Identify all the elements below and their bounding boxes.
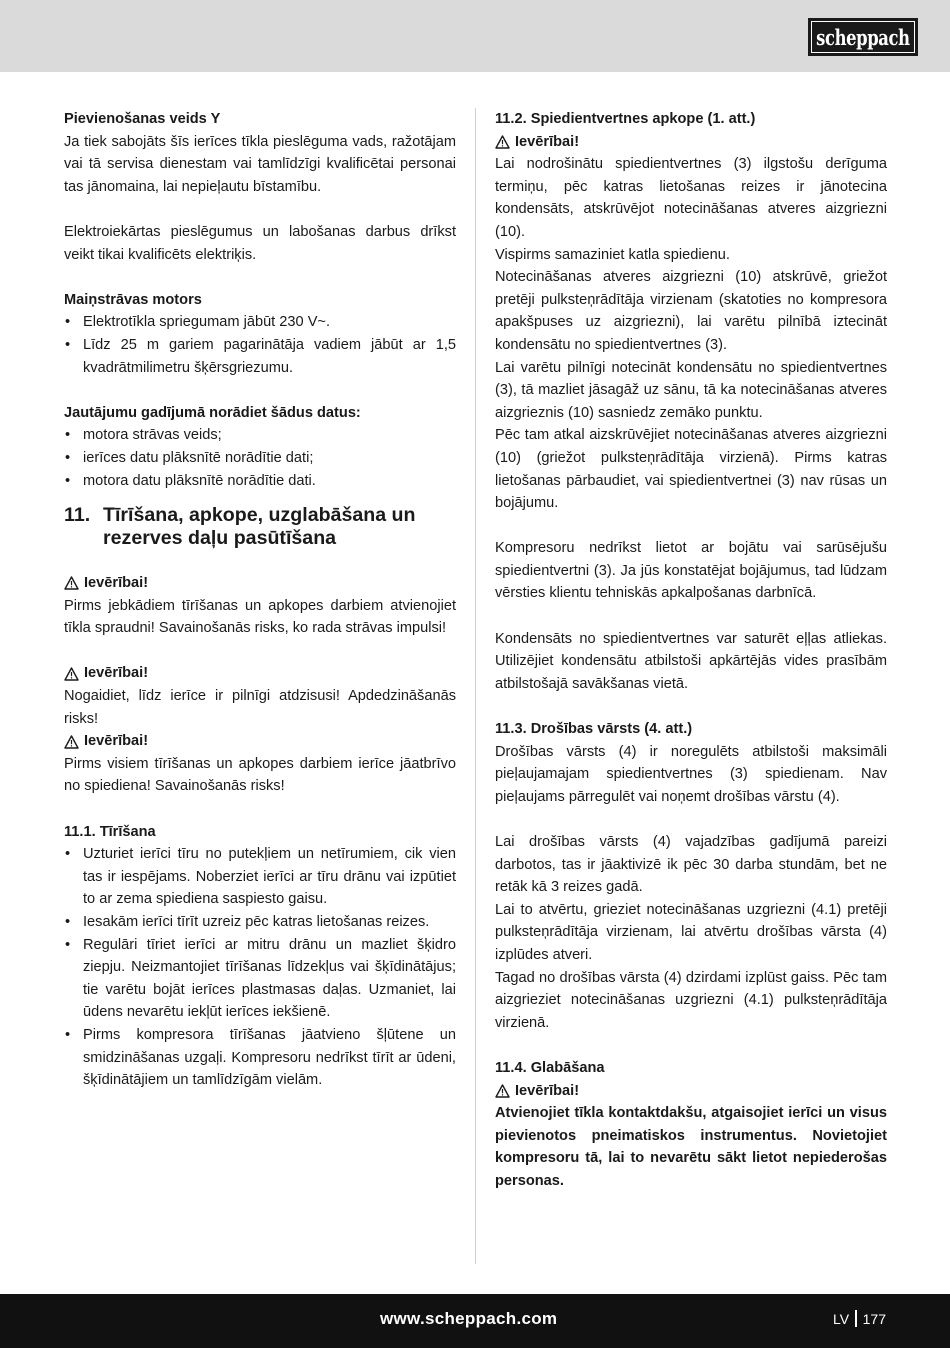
questions-list <box>64 424 456 492</box>
warning-3 <box>64 730 456 753</box>
cleaning-list <box>64 843 456 1092</box>
page-indicator <box>833 1310 886 1327</box>
valve-text-4: Tagad no drošības vārsta (4) dzirdami izplūst gaiss. Pēc tam aizgrieziet notecināšanas uzgriezni (4.1) pulksteņrādītāja virzienā. <box>495 969 887 1031</box>
valve-text-3: Lai to atvērtu, grieziet notecināšanas uzgriezni (4.1) pretēji pulksteņrādītāja virzienam, lai atvērtu drošības vārsta (4) izplūdes atveri. <box>495 901 887 963</box>
section-number: 11. <box>64 504 91 527</box>
list-item: • motora strāvas veids; <box>64 424 456 447</box>
warning-triangle-icon <box>64 667 79 681</box>
scheppach-logo <box>808 18 918 56</box>
tank-heading: 11.2. Spiedientvertnes apkope (1. att.) <box>495 111 756 127</box>
warning-label: Ievērībai! <box>515 1082 580 1099</box>
warning-label: Ievērībai! <box>84 665 149 682</box>
warning-label: Ievērībai! <box>84 733 149 750</box>
tank-text-2: Vispirms samaziniet katla spiedienu. <box>495 246 730 263</box>
list-item: • Uzturiet ierīci tīru no putekļiem un netīrumiem, cik vien tas ir iespējams. Noberziet ierīci ar tīru drānu vai izpūtiet to ar zema spiediena saspiesto gaisu. <box>64 843 456 911</box>
questions-heading: Jautājumu gadījumā norādiet šādus datus: <box>64 404 361 421</box>
website-link[interactable]: www.scheppach.com <box>380 1309 558 1328</box>
page-number: 177 <box>862 1310 886 1327</box>
warning-label: Ievērībai! <box>84 575 149 592</box>
ac-motor-heading: Maiņstrāvas motors <box>64 291 202 308</box>
connection-heading: Pievienošanas veids Y <box>64 111 221 127</box>
list-item: • Pirms kompresora tīrīšanas jāatvieno šļūtene un smidzināšanas uzgaļi. Kompresoru nedrīkst tīrīt ar ūdeni, šķīdinātājiem un tamlīdzīgām vielām. <box>64 1024 456 1092</box>
list-item: • Iesakām ierīci tīrīt uzreiz pēc katras lietošanas reizes. <box>64 911 456 934</box>
list-item: • Līdz 25 m gariem pagarinātāja vadiem jābūt ar 1,5 kvadrātmilimetru šķērsgriezumu. <box>64 334 456 379</box>
cleaning-heading: 11.1. Tīrīšana <box>64 823 156 840</box>
list-item: • Regulāri tīriet ierīci ar mitru drānu un mazliet šķidro ziepju. Neizmantojiet tīrīšanas līdzekļus vai šķīdinātājus; tie varētu bojāt ierīces plastmasas daļas. Uzmaniet, lai ūdens nevarētu iekļūt ierīces iekšienē. <box>64 934 456 1024</box>
warning-triangle-icon <box>64 735 79 749</box>
page-footer <box>0 1294 950 1348</box>
tank-warning <box>495 131 887 154</box>
language-code: LV <box>833 1310 850 1327</box>
page-separator <box>855 1310 857 1327</box>
valve-heading: 11.3. Drošības vārsts (4. att.) <box>495 721 693 738</box>
valve-text-1: Drošības vārsts (4) ir noregulēts atbilstoši maksimāli pieļaujamajam spiedientvertnes (3) spiedienam. Nav pieļaujams pārregulēt vai noņemt drošības vārstu (4). <box>495 743 887 805</box>
list-item: • ierīces datu plāksnītē norādītie dati; <box>64 447 456 470</box>
warning-label: Ievērībai! <box>515 133 580 150</box>
tank-text-6: Kompresoru nedrīkst lietot ar bojātu vai sarūsējušu spiedientvertni (3). Ja jūs konstatējat bojājumus, tad lūdzam vērsties klientu tehniskās apkalpošanas darbnīcā. <box>495 540 887 602</box>
warning-triangle-icon <box>495 1084 510 1098</box>
warning-3-text: Pirms visiem tīrīšanas un apkopes darbiem ierīce jāatbrīvo no spiediena! Savainošanās risks! <box>64 755 456 795</box>
connection-text: Ja tiek sabojāts šīs ierīces tīkla pieslēguma vads, ražotājam vai tā servisa dienestam vai tamlīdzīgi kvalificētai personai tas jānomaina, lai nepieļautu bīstamību. <box>64 133 456 195</box>
tank-text-7: Kondensāts no spiedientvertnes var saturēt eļļas atliekas. Utilizējiet kondensātu atbilstoši apkārtējās vides prasībām atbilstošajā savākšanas vietā. <box>495 630 887 692</box>
ac-motor-list <box>64 311 456 379</box>
left-column <box>64 108 456 1092</box>
tank-text-3: Notecināšanas atveres aizgriezni (10) atskrūvē, griežot pretēji pulksteņrādītāja virzienam (skatoties no kompresora apakšpuses uz aizgriezni), lai varētu pilnībā iztecināt kondensātu no spiedientvertnes (3). <box>495 269 887 353</box>
warning-2 <box>64 662 456 685</box>
column-divider <box>475 108 476 1264</box>
electrical-text: Elektroiekārtas pieslēgumus un labošanas darbus drīkst veikt tikai kvalificēts elektriķis. <box>64 223 456 263</box>
warning-1-text: Pirms jebkādiem tīrīšanas un apkopes darbiem atvienojiet tīkla spraudni! Savainošanās risks, ko rada strāvas impulsi! <box>64 597 456 637</box>
warning-2-text: Nogaidiet, līdz ierīce ir pilnīgi atdzisusi! Apdedzināšanās risks! <box>64 688 456 727</box>
valve-text-2: Lai drošības vārsts (4) vajadzības gadījumā pareizi darbotos, tas ir jāaktivizē ik pēc 30 darba stundām, bet ne retāk kā 3 reizes gadā. <box>495 834 887 896</box>
right-column <box>495 108 887 1193</box>
list-item: • Elektrotīkla spriegumam jābūt 230 V~. <box>64 311 456 334</box>
warning-1 <box>64 572 456 595</box>
storage-text: Atvienojiet tīkla kontaktdakšu, atgaisojiet ierīci un visus pievienotos pneimatiskos instrumentus. Novietojiet kompresoru tā, lai to nevarētu sākt lietot nepiederošas personas. <box>495 1105 887 1189</box>
page-header <box>0 0 950 72</box>
section-title <box>64 504 456 550</box>
logo-text: scheppach <box>816 24 910 50</box>
warning-triangle-icon <box>495 135 510 149</box>
tank-text-1: Lai nodrošinātu spiedientvertnes (3) ilgstošu derīguma termiņu, pēc katras lietošanas reizes ir jānotecina kondensāts, atskrūvējot notecināšanas atveres aizgriezni (10). <box>495 156 887 240</box>
tank-text-4: Lai varētu pilnīgi notecināt kondensātu no spiedientvertnes (3), tā mazliet jāsagāž uz sānu, tā ka notecināšanas atveres aizgrieznis (10) sasniedz zemāko punktu. <box>495 359 887 421</box>
list-item: • motora datu plāksnītē norādītie dati. <box>64 470 456 493</box>
warning-triangle-icon <box>64 576 79 590</box>
tank-text-5: Pēc tam atkal aizskrūvējiet notecināšanas atveres aizgriezni (10) (griežot pulksteņrādītāja virzienā). Pirms katras lietošanas pārbaudiet, vai spiedientvertnei (3) nav rūsas un bojājumu. <box>495 427 887 512</box>
section-title-text: Tīrīšana, apkope, uzglabāšana un rezerves daļu pasūtīšana <box>103 504 416 550</box>
storage-warning <box>495 1080 887 1103</box>
storage-heading: 11.4. Glabāšana <box>495 1059 605 1076</box>
